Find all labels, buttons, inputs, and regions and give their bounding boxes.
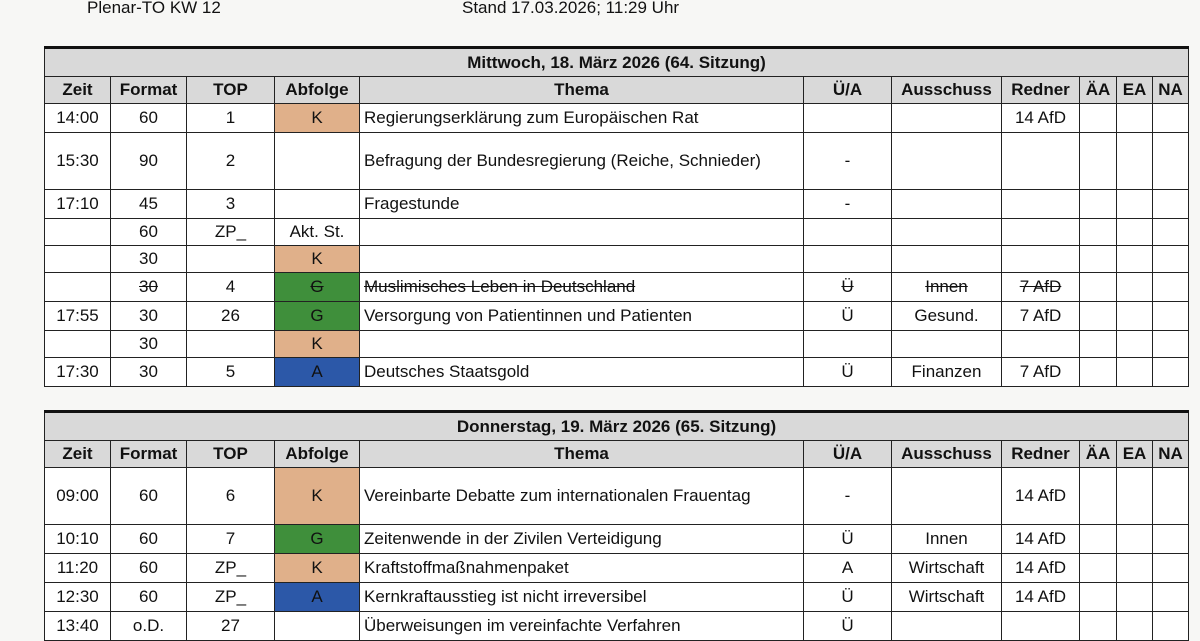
cell-abfolge	[275, 133, 360, 190]
table-row	[45, 331, 1189, 358]
cell-thema: Zeitenwende in der Zivilen Verteidigung	[360, 525, 804, 554]
cell-zeit: 14:00	[45, 104, 111, 133]
column-header: Abfolge	[275, 441, 360, 468]
cell-ea	[1117, 104, 1153, 133]
cell-redner	[1002, 190, 1080, 219]
cell-ausschuss	[892, 246, 1002, 273]
column-header-row	[45, 441, 1189, 468]
cell-redner: 7 AfD	[1002, 358, 1080, 387]
cell-zeit: 17:10	[45, 190, 111, 219]
cell-abfolge: G	[275, 302, 360, 331]
cell-top: ZP_	[187, 219, 275, 246]
cell-thema	[360, 246, 804, 273]
cell-na	[1153, 219, 1189, 246]
cell-aa	[1080, 331, 1117, 358]
cell-format: 60	[111, 525, 187, 554]
column-header: ÄA	[1080, 77, 1117, 104]
cell-abfolge: G	[275, 525, 360, 554]
cell-ausschuss	[892, 331, 1002, 358]
column-header: Thema	[360, 441, 804, 468]
cell-zeit: 17:30	[45, 358, 111, 387]
column-header: Abfolge	[275, 77, 360, 104]
cell-ua	[804, 246, 892, 273]
cell-aa	[1080, 246, 1117, 273]
cell-thema: Fragestunde	[360, 190, 804, 219]
cell-ua	[804, 219, 892, 246]
column-header: Ü/A	[804, 77, 892, 104]
cell-zeit: 15:30	[45, 133, 111, 190]
cell-top: ZP_	[187, 554, 275, 583]
cell-na	[1153, 612, 1189, 641]
cell-zeit: 11:20	[45, 554, 111, 583]
column-header: Thema	[360, 77, 804, 104]
cell-ausschuss	[892, 133, 1002, 190]
cell-ea	[1117, 133, 1153, 190]
table-row	[45, 104, 1189, 133]
cell-top: 26	[187, 302, 275, 331]
cell-ea	[1117, 358, 1153, 387]
cell-ea	[1117, 612, 1153, 641]
table-row	[45, 190, 1189, 219]
cell-format: 30	[111, 358, 187, 387]
cell-ua: Ü	[804, 612, 892, 641]
cell-aa	[1080, 554, 1117, 583]
table-row	[45, 302, 1189, 331]
cell-ua: Ü	[804, 525, 892, 554]
cell-thema: Kraftstoffmaßnahmenpaket	[360, 554, 804, 583]
cell-ua	[804, 331, 892, 358]
cell-thema: Vereinbarte Debatte zum internationalen Frauentag	[360, 468, 804, 525]
column-header: TOP	[187, 441, 275, 468]
cell-thema: Regierungserklärung zum Europäischen Rat	[360, 104, 804, 133]
cell-format: 30	[111, 273, 187, 302]
cell-ausschuss: Innen	[892, 525, 1002, 554]
cell-redner: 14 AfD	[1002, 104, 1080, 133]
cell-format: o.D.	[111, 612, 187, 641]
cell-thema: Muslimisches Leben in Deutschland	[360, 273, 804, 302]
table-row	[45, 583, 1189, 612]
cell-aa	[1080, 358, 1117, 387]
cell-ua: A	[804, 554, 892, 583]
column-header: EA	[1117, 77, 1153, 104]
cell-redner	[1002, 246, 1080, 273]
cell-top: 6	[187, 468, 275, 525]
cell-na	[1153, 133, 1189, 190]
column-header: Zeit	[45, 441, 111, 468]
page-header	[0, 0, 1200, 22]
cell-format: 30	[111, 331, 187, 358]
cell-ausschuss: Finanzen	[892, 358, 1002, 387]
cell-zeit	[45, 273, 111, 302]
day-title: Donnerstag, 19. März 2026 (65. Sitzung)	[45, 412, 1189, 441]
cell-ausschuss: Wirtschaft	[892, 554, 1002, 583]
status-timestamp: Stand 17.03.2026; 11:29 Uhr	[462, 0, 680, 17]
cell-ausschuss	[892, 190, 1002, 219]
cell-ea	[1117, 246, 1153, 273]
cell-thema: Kernkraftausstieg ist nicht irreversibel	[360, 583, 804, 612]
cell-ausschuss	[892, 219, 1002, 246]
cell-na	[1153, 525, 1189, 554]
column-header: Zeit	[45, 77, 111, 104]
day-table-mittwoch	[44, 46, 1189, 387]
cell-ausschuss	[892, 468, 1002, 525]
cell-na	[1153, 104, 1189, 133]
cell-abfolge: K	[275, 554, 360, 583]
cell-ea	[1117, 219, 1153, 246]
column-header: Ü/A	[804, 441, 892, 468]
cell-ea	[1117, 468, 1153, 525]
cell-ua: -	[804, 133, 892, 190]
cell-ea	[1117, 331, 1153, 358]
cell-ua: Ü	[804, 302, 892, 331]
cell-redner	[1002, 331, 1080, 358]
cell-ausschuss: Wirtschaft	[892, 583, 1002, 612]
cell-ea	[1117, 273, 1153, 302]
cell-format: 45	[111, 190, 187, 219]
cell-zeit	[45, 246, 111, 273]
cell-na	[1153, 302, 1189, 331]
cell-ea	[1117, 302, 1153, 331]
day-table-donnerstag	[44, 410, 1189, 641]
cell-zeit	[45, 219, 111, 246]
cell-ua: Ü	[804, 583, 892, 612]
cell-format: 60	[111, 468, 187, 525]
cell-format: 60	[111, 554, 187, 583]
cell-top: 7	[187, 525, 275, 554]
cell-redner: 14 AfD	[1002, 554, 1080, 583]
column-header: Ausschuss	[892, 77, 1002, 104]
cell-redner	[1002, 219, 1080, 246]
cell-na	[1153, 583, 1189, 612]
cell-thema: Deutsches Staatsgold	[360, 358, 804, 387]
column-header: Ausschuss	[892, 441, 1002, 468]
column-header: Redner	[1002, 77, 1080, 104]
cell-aa	[1080, 104, 1117, 133]
cell-ausschuss	[892, 612, 1002, 641]
cell-redner: 14 AfD	[1002, 468, 1080, 525]
cell-ua: -	[804, 468, 892, 525]
cell-aa	[1080, 133, 1117, 190]
cell-na	[1153, 468, 1189, 525]
table-row	[45, 219, 1189, 246]
cell-zeit: 13:40	[45, 612, 111, 641]
cell-redner: 14 AfD	[1002, 525, 1080, 554]
cell-redner	[1002, 612, 1080, 641]
cell-ausschuss: Innen	[892, 273, 1002, 302]
table-row	[45, 273, 1189, 302]
column-header: Format	[111, 441, 187, 468]
cell-na	[1153, 554, 1189, 583]
cell-abfolge: K	[275, 468, 360, 525]
cell-zeit	[45, 331, 111, 358]
cell-thema	[360, 331, 804, 358]
column-header-row	[45, 77, 1189, 104]
cell-ea	[1117, 554, 1153, 583]
cell-abfolge: K	[275, 104, 360, 133]
cell-abfolge: A	[275, 358, 360, 387]
cell-aa	[1080, 302, 1117, 331]
cell-zeit: 09:00	[45, 468, 111, 525]
cell-top: 27	[187, 612, 275, 641]
column-header: NA	[1153, 77, 1189, 104]
cell-aa	[1080, 468, 1117, 525]
cell-ea	[1117, 525, 1153, 554]
cell-top	[187, 331, 275, 358]
cell-top: 4	[187, 273, 275, 302]
cell-zeit: 17:55	[45, 302, 111, 331]
cell-ua: Ü	[804, 358, 892, 387]
cell-format: 60	[111, 583, 187, 612]
cell-ea	[1117, 583, 1153, 612]
cell-ua	[804, 104, 892, 133]
table-row	[45, 554, 1189, 583]
cell-ua: -	[804, 190, 892, 219]
cell-aa	[1080, 525, 1117, 554]
column-header: Format	[111, 77, 187, 104]
cell-na	[1153, 358, 1189, 387]
cell-aa	[1080, 583, 1117, 612]
column-header: EA	[1117, 441, 1153, 468]
table-row	[45, 525, 1189, 554]
table-row	[45, 358, 1189, 387]
table-row	[45, 468, 1189, 525]
cell-na	[1153, 331, 1189, 358]
cell-thema: Befragung der Bundesregierung (Reiche, Schnieder)	[360, 133, 804, 190]
cell-top	[187, 246, 275, 273]
table-row	[45, 612, 1189, 641]
column-header: ÄA	[1080, 441, 1117, 468]
cell-abfolge: K	[275, 331, 360, 358]
cell-ausschuss	[892, 104, 1002, 133]
cell-top: 3	[187, 190, 275, 219]
cell-abfolge	[275, 190, 360, 219]
cell-format: 30	[111, 246, 187, 273]
cell-format: 60	[111, 104, 187, 133]
cell-aa	[1080, 190, 1117, 219]
cell-top: 2	[187, 133, 275, 190]
cell-format: 30	[111, 302, 187, 331]
table-row	[45, 246, 1189, 273]
cell-ua: Ü	[804, 273, 892, 302]
cell-redner	[1002, 133, 1080, 190]
cell-abfolge: K	[275, 246, 360, 273]
cell-top: 5	[187, 358, 275, 387]
cell-thema	[360, 219, 804, 246]
cell-na	[1153, 190, 1189, 219]
cell-ausschuss: Gesund.	[892, 302, 1002, 331]
cell-top: ZP_	[187, 583, 275, 612]
day-title: Mittwoch, 18. März 2026 (64. Sitzung)	[45, 48, 1189, 77]
cell-na	[1153, 246, 1189, 273]
cell-zeit: 12:30	[45, 583, 111, 612]
cell-abfolge: A	[275, 583, 360, 612]
cell-na	[1153, 273, 1189, 302]
cell-redner: 7 AfD	[1002, 273, 1080, 302]
cell-abfolge	[275, 612, 360, 641]
cell-aa	[1080, 612, 1117, 641]
cell-thema: Versorgung von Patientinnen und Patienten	[360, 302, 804, 331]
column-header: Redner	[1002, 441, 1080, 468]
cell-format: 90	[111, 133, 187, 190]
cell-aa	[1080, 219, 1117, 246]
cell-zeit: 10:10	[45, 525, 111, 554]
cell-top: 1	[187, 104, 275, 133]
column-header: TOP	[187, 77, 275, 104]
cell-abfolge: Akt. St.	[275, 219, 360, 246]
cell-redner: 7 AfD	[1002, 302, 1080, 331]
column-header: NA	[1153, 441, 1189, 468]
cell-abfolge: G	[275, 273, 360, 302]
cell-format: 60	[111, 219, 187, 246]
cell-ea	[1117, 190, 1153, 219]
cell-thema: Überweisungen im vereinfachte Verfahren	[360, 612, 804, 641]
table-row	[45, 133, 1189, 190]
document-title: Plenar-TO KW 12	[87, 0, 221, 17]
cell-aa	[1080, 273, 1117, 302]
cell-redner: 14 AfD	[1002, 583, 1080, 612]
